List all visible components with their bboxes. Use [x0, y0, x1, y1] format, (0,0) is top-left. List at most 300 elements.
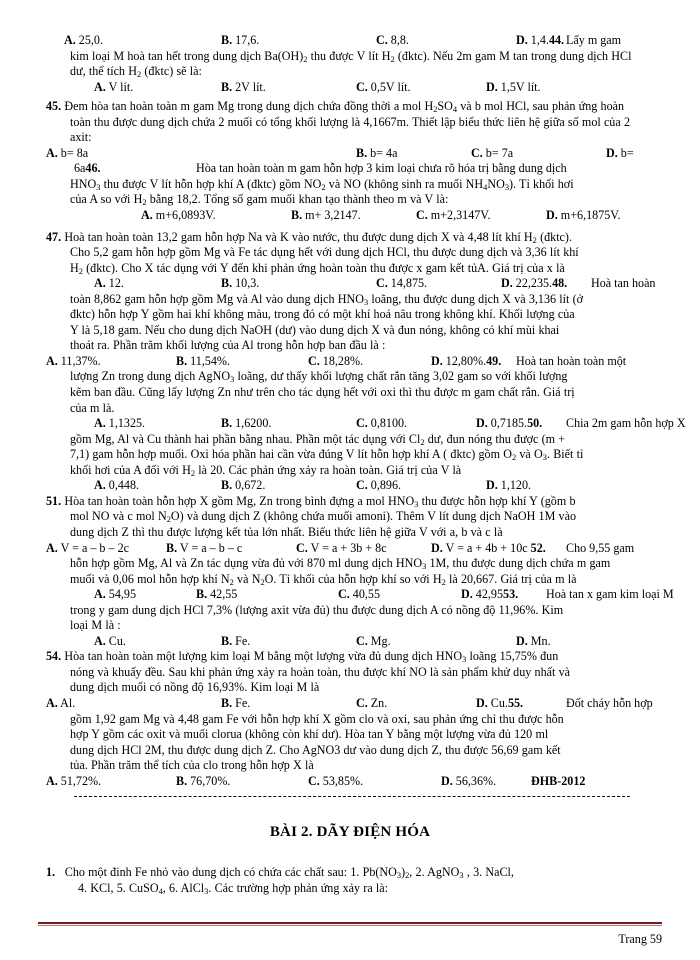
- question-47: [46, 230, 654, 246]
- answer-options-row: [46, 33, 654, 49]
- option-a-value: 25,0.: [78, 33, 103, 47]
- option-b-key: B.: [221, 276, 233, 291]
- question-number-47: 47.: [46, 229, 62, 244]
- option-a: [94, 478, 139, 494]
- question-number-51: 51.: [46, 493, 62, 508]
- b1-sub2: 2: [405, 871, 410, 881]
- option-c: [471, 146, 513, 162]
- option-d: [461, 587, 518, 603]
- q49-l2a: lượng Zn trong dung dịch AgNO: [70, 369, 231, 384]
- option-c-key: C.: [356, 695, 368, 710]
- b1-l1c: , 2. AgNO: [409, 865, 460, 880]
- q50-sub1: 2: [420, 437, 425, 447]
- b1-l2b: , 6. AlCl: [162, 880, 205, 895]
- option-b-key: B.: [291, 208, 303, 223]
- option-b: [196, 587, 237, 603]
- q46-sub4: 3: [504, 182, 509, 192]
- q50-sub4: 2: [190, 468, 196, 478]
- option-d: [486, 478, 531, 494]
- b1-l1d: , 3. NaCl,: [463, 865, 514, 880]
- option-c-key: C.: [356, 416, 368, 431]
- option-b-key: B.: [221, 33, 233, 47]
- option-a: [94, 416, 145, 432]
- option-a: [94, 80, 133, 96]
- option-c: [356, 416, 407, 432]
- answer-options-row-54: [46, 696, 654, 712]
- option-d-value: 1,4.: [530, 33, 549, 47]
- option-b-value: 76,70%.: [190, 773, 231, 788]
- question-55-line2: gồm 1,92 gam Mg và 4,48 gam Fe với hỗn hợp khí X gồm clo và oxi, sau phản ứng chỉ thu được hỗn: [70, 711, 564, 726]
- answer-options-row-45: [46, 146, 654, 162]
- q45-line1c: và b mol HCl, sau phản ứng hoàn: [457, 99, 625, 114]
- option-b-value: Fe.: [235, 695, 251, 710]
- question-44-stem: [46, 49, 654, 65]
- option-a-key: A.: [46, 773, 58, 788]
- option-d: [431, 354, 501, 370]
- question-number-52: 52.: [530, 540, 546, 555]
- answer-options-row-53: [46, 634, 654, 650]
- option-d-value: m+6,1875V.: [560, 208, 621, 223]
- option-c-value: 8,8.: [390, 33, 409, 47]
- option-b-key: B.: [196, 587, 208, 602]
- q48-l2b: loãng, thu được dung dịch X và 3,136 lít (ở: [368, 291, 583, 306]
- option-a-value: 0,448.: [108, 478, 140, 493]
- q46-l2c: và NO (không sinh ra muối NH: [325, 176, 484, 191]
- question-48-line3: đktc) hỗn hợp Y gồm hai khí không màu, trong đó có một khí hoá nâu trong không khí. Khối lượng của: [70, 307, 575, 322]
- question-48-line5: thoát ra. Phần trăm khối lượng của Al trong hỗn hợp ban đầu là :: [70, 338, 386, 353]
- footer-divider-line-bottom: [38, 925, 662, 926]
- option-a-key: A.: [141, 208, 153, 223]
- option-c: [308, 354, 363, 370]
- option-d: [476, 416, 542, 432]
- q52-sub4: 2: [441, 577, 446, 587]
- option-c-key: C.: [376, 276, 388, 291]
- q51-sub2: 2: [166, 515, 171, 525]
- option-d-value: Cu.: [490, 695, 508, 710]
- q46-sub2: 2: [321, 182, 326, 192]
- option-d-wrap-value: 6a: [74, 161, 86, 176]
- q47-l1b: (đktc).: [536, 229, 572, 244]
- q46-l2d: NO: [487, 176, 505, 191]
- option-a-value: Cu.: [108, 633, 126, 648]
- b1-l1a: Cho một đinh Fe nhỏ vào dung dịch có chứa các chất sau: 1. Pb(NO: [64, 865, 397, 880]
- option-b-value: m+ 3,2147.: [305, 208, 361, 223]
- spacer: [46, 841, 654, 865]
- option-b: [221, 416, 271, 432]
- question-number-55: 55.: [507, 695, 524, 710]
- q52-sub1: 3: [422, 561, 427, 571]
- question-55-line5: tủa. Phần trăm thể tích của clo trong hỗn hợp X là: [70, 758, 314, 773]
- option-d-key: D.: [501, 276, 513, 291]
- question-50-line4: [46, 463, 654, 479]
- option-a-key: A.: [46, 540, 58, 555]
- q44-sub1: 2: [303, 54, 308, 64]
- q44-line2b: thu được V lít H: [307, 48, 391, 63]
- option-c-value: b= 7a: [485, 145, 514, 160]
- option-d-value: 0,7185.: [490, 416, 528, 431]
- q52-line1: Cho 9,55 gam: [566, 540, 635, 555]
- question-52-line3: [46, 572, 654, 588]
- b1-l1b: ): [401, 865, 406, 880]
- q52-l3a: muối và 0,06 mol hỗn hợp khí N: [70, 571, 230, 586]
- option-b-key: B.: [221, 633, 233, 648]
- option-a: [141, 208, 215, 224]
- q44-sub2: 2: [390, 54, 395, 64]
- q45-line1a: Đem hòa tan hoàn toàn m gam Mg trong dung dịch chứa đồng thời a mol H: [64, 99, 434, 114]
- q49-l2b: loãng, dư thấy khối lượng chất rắn tăng 3,02 gam so với khối lượng: [234, 369, 568, 384]
- b1-sub1: 3: [396, 871, 402, 881]
- q51-l1b: thu được hỗn hợp khí Y (gồm b: [418, 493, 576, 508]
- question-48-line4: Y là 5,18 gam. Nếu cho dung dịch NaOH (dư) vào dung dịch X và đun nóng, không có khí mùi khai: [70, 322, 560, 337]
- option-b: [221, 80, 266, 96]
- question-number-54: 54.: [46, 649, 62, 664]
- option-a-value: Al.: [60, 695, 76, 710]
- q46-l3a: của A so với H: [70, 192, 143, 207]
- option-a: [46, 541, 129, 557]
- option-a: [94, 587, 136, 603]
- option-b-key: B.: [166, 540, 178, 555]
- question-number-1: 1.: [46, 865, 56, 880]
- option-d: [546, 208, 620, 224]
- q46-sub3: 4: [483, 182, 488, 192]
- option-d-key: D.: [431, 353, 443, 368]
- question-number-53: 53.: [503, 587, 519, 602]
- option-c-key: C.: [356, 478, 368, 493]
- question-51: [46, 494, 654, 510]
- option-a: [94, 276, 124, 292]
- option-a-key: A.: [46, 145, 58, 160]
- option-b: [176, 354, 230, 370]
- question-47-line2: Cho 5,2 gam hỗn hợp gồm Mg và Fe tác dụng hết với dung dịch HCl, thu được dung dịch và 3,36 lít khí: [70, 245, 579, 260]
- q48-line1: Hoà tan hoàn: [591, 276, 656, 291]
- question-54-line3: dung dịch muối có nồng độ 16,93%. Kim loại M là: [70, 680, 320, 695]
- q47-sub2: 2: [78, 266, 83, 276]
- option-c-key: C.: [416, 208, 428, 223]
- question-50-line2: [46, 432, 654, 448]
- question-45-line2: toàn thu được dung dịch chứa 2 muối có tổng khối lượng là 4,1667m. Thiết lập biểu thức liên hệ giữa số mol của 2: [70, 114, 630, 129]
- question-number-46: 46.: [85, 161, 101, 176]
- option-a-key: A.: [94, 79, 106, 94]
- option-c-value: 0,5V lít.: [370, 79, 411, 94]
- option-a-value: V lít.: [108, 79, 134, 94]
- question-number-44: 44.: [548, 33, 565, 47]
- option-b: [221, 696, 250, 712]
- option-b-value: b= 4a: [370, 145, 398, 160]
- option-c-value: Zn.: [370, 695, 388, 710]
- q46-l2b: thu được V lít hỗn hợp khí A (đktc) gồm NO: [100, 176, 322, 191]
- q48-sub1: 3: [363, 297, 369, 307]
- option-a: [64, 33, 103, 49]
- answer-options-row-51: [46, 541, 654, 557]
- option-a-value: 12.: [108, 276, 124, 291]
- option-d-value: b=: [620, 145, 634, 160]
- option-d-key: D.: [486, 478, 498, 493]
- q45-sub2: 4: [452, 105, 458, 115]
- option-c: [296, 541, 387, 557]
- option-a-value: 11,37%.: [60, 353, 101, 368]
- page-number: Trang 59: [618, 932, 662, 946]
- option-a-key: A.: [94, 587, 106, 602]
- option-b-value: 11,54%.: [190, 353, 230, 368]
- q44-line3b: (đktc) sẽ là:: [141, 64, 202, 79]
- answer-options-row-49: [46, 416, 686, 432]
- answer-options-row-52: [46, 587, 674, 603]
- q49-sub1: 3: [230, 375, 235, 385]
- q52-l3c: O. Tỉ khối của hỗn hợp khí so với H: [264, 571, 442, 586]
- option-d-key: D.: [516, 633, 528, 648]
- bai2-question-1: [46, 865, 654, 881]
- q46-sub1: 3: [96, 182, 101, 192]
- question-44-stem-cont: [46, 64, 654, 80]
- option-c-key: C.: [338, 587, 350, 602]
- source-tag-value: ĐHB-2012: [531, 773, 586, 788]
- source-tag: [531, 774, 585, 790]
- b1-sub4: 4: [158, 886, 163, 896]
- q51-l2b: O) và dung dịch Z (không chứa muối amoni). Thêm V lít dung dịch NaOH 1M vào: [170, 509, 577, 524]
- question-51-line3: dung dịch Z thì thu được lượng kết tủa lớn nhất. Biểu thức liên hệ giữa V với a, b và c là: [70, 524, 503, 539]
- question-53-line3: loại M là :: [70, 618, 121, 633]
- option-b-key: B.: [221, 695, 233, 710]
- q46-line1: Hòa tan hoàn toàn m gam hỗn hợp 3 kim loại chưa rõ hóa trị bằng dung dịch: [196, 161, 567, 176]
- option-c-key: C.: [308, 353, 320, 368]
- option-c: [356, 80, 411, 96]
- option-d: [606, 146, 634, 162]
- option-d-key: D.: [606, 145, 618, 160]
- q52-l3d: là 20,667. Giá trị của m là: [445, 571, 577, 586]
- option-a-value: m+6,0893V.: [155, 208, 216, 223]
- option-d-value: 12,80%.: [445, 353, 487, 368]
- q47-l1a: Hoà tan hoàn toàn 13,2 gam hỗn hợp Na và K vào nước, thu được dung dịch X và 4,48 lít khí H: [64, 229, 533, 244]
- question-number-45: 45.: [46, 99, 62, 114]
- option-c-value: 14,875.: [390, 276, 428, 291]
- option-b-key: B.: [176, 353, 188, 368]
- option-a: [94, 634, 126, 650]
- option-d-key: D.: [516, 33, 528, 47]
- option-b: [221, 276, 259, 292]
- q51-sub1: 3: [414, 499, 419, 509]
- option-b-key: B.: [356, 145, 368, 160]
- option-a: [46, 774, 101, 790]
- option-c-value: V = a + 3b + 8c: [310, 540, 387, 555]
- answer-options-row-46: [46, 208, 654, 224]
- option-d: [431, 541, 546, 557]
- q47-l3b: (đktc). Cho X tác dụng với Y đến khi phản ứng hoàn toàn thu được x gam kết tủA. Giá trị của x là: [82, 260, 565, 275]
- question-49-line4: của m là.: [70, 400, 115, 415]
- option-d-key: D.: [431, 540, 443, 555]
- option-c-value: 53,85%.: [322, 773, 364, 788]
- option-d: [516, 634, 551, 650]
- option-c-key: C.: [308, 773, 320, 788]
- option-d-value: Mn.: [530, 633, 551, 648]
- q52-sub2: 2: [229, 577, 234, 587]
- option-c: [308, 774, 363, 790]
- option-b: [166, 541, 242, 557]
- q52-sub3: 2: [260, 577, 265, 587]
- option-c: [376, 33, 409, 49]
- q46-l3b: bằng 18,2. Tổng số gam muối khan tạo thành theo m và V là:: [146, 192, 449, 207]
- option-a-key: A.: [94, 478, 106, 493]
- option-d-value: 22,235.: [515, 276, 553, 291]
- q50-line1: Chia 2m gam hỗn hợp X: [566, 416, 686, 431]
- option-b-key: B.: [221, 79, 233, 94]
- q50-sub2: 2: [511, 453, 517, 463]
- option-c-key: C.: [296, 540, 308, 555]
- question-47-line3: [46, 261, 654, 277]
- option-c: [356, 634, 391, 650]
- question-45-line3: axit:: [70, 130, 92, 145]
- answer-options-row-47: [46, 276, 654, 292]
- q44-stem-start: Lấy m gam: [566, 33, 622, 47]
- question-51-line2: [46, 509, 654, 525]
- q44-line2a: kim loại M hoà tan hết trong dung dịch Ba(OH): [70, 48, 304, 63]
- question-53-line2: trong y gam dung dịch HCl 7,3% (lượng axit vừa đủ) thu được dung dịch A có nồng độ 11,96%. Kim: [70, 602, 564, 617]
- option-c: [356, 478, 401, 494]
- option-d-value: 42,95: [475, 587, 504, 602]
- option-a-value: 51,72%.: [60, 773, 102, 788]
- q45-line1b: SO: [437, 99, 453, 114]
- question-55-line4: dung dịch HCl 2M, thu được dung dịch Z. Cho AgNO3 dư vào dung dịch Z, thu được 56,69 gam kết: [70, 742, 561, 757]
- option-d-key: D.: [476, 416, 488, 431]
- option-b-value: 1,6200.: [235, 416, 272, 431]
- q52-l2a: hỗn hợp gồm Mg, Al và Zn tác dụng vừa đủ với 870 ml dung dịch HNO: [70, 556, 423, 571]
- footer-divider: [38, 922, 662, 926]
- question-52-line2: [46, 556, 654, 572]
- answer-options-row-55: [46, 774, 654, 790]
- option-d-value: V = a + 4b + 10c: [445, 540, 528, 555]
- question-50-line3: [46, 447, 654, 463]
- option-d-value: 56,36%.: [455, 773, 497, 788]
- q47-sub1: 2: [532, 235, 537, 245]
- option-b-value: 10,3.: [235, 276, 260, 291]
- footer-divider-line-top: [38, 922, 662, 924]
- option-b-key: B.: [221, 416, 233, 431]
- q54-l1b: loãng 15,75% đun: [466, 649, 559, 664]
- question-45: [46, 99, 654, 115]
- option-b-key: B.: [176, 773, 188, 788]
- q46-l2a: HNO: [70, 176, 97, 191]
- q50-l2a: gồm Mg, Al và Cu thành hai phần bằng nhau. Phần một tác dụng với Cl: [70, 431, 421, 446]
- q51-l2a: mol NO và c mol N: [70, 509, 167, 524]
- q44-line3a: dư, thể tích H: [70, 64, 137, 79]
- option-b-value: 42,55: [210, 587, 238, 602]
- option-d-key: D.: [546, 208, 558, 223]
- option-b: [356, 146, 397, 162]
- option-d-key: D.: [441, 773, 453, 788]
- option-c: [376, 276, 427, 292]
- option-a-key: A.: [46, 353, 58, 368]
- bai2-question-1-line2: [46, 881, 654, 897]
- option-b-key: B.: [221, 478, 233, 493]
- option-d-wrap: [74, 161, 101, 177]
- option-d: [516, 33, 564, 49]
- q47-l3a: H: [70, 260, 79, 275]
- option-a-value: V = a – b – 2c: [60, 540, 129, 555]
- question-number-50: 50.: [527, 416, 543, 431]
- option-b-value: Fe.: [235, 633, 251, 648]
- q50-sub3: 3: [542, 453, 547, 463]
- option-a-key: A.: [46, 695, 58, 710]
- question-46-head: [46, 161, 654, 177]
- option-c: [338, 587, 380, 603]
- answer-options-row-50: [46, 478, 654, 494]
- section-divider: [74, 796, 630, 797]
- answer-options-row-44: [46, 80, 654, 96]
- option-d: [501, 276, 567, 292]
- question-48-line2: [46, 292, 654, 308]
- question-number-49: 49.: [486, 353, 502, 368]
- q44-sub3: 2: [136, 69, 142, 79]
- option-c: [416, 208, 490, 224]
- option-c-value: m+2,3147V.: [430, 208, 491, 223]
- question-55-line3: hợp Y gồm các oxit và muối clorua (không còn khí dư). Hòa tan Y bằng một lượng vừa đủ 120 ml: [70, 727, 549, 742]
- option-d: [476, 696, 523, 712]
- b1-sub3: 3: [459, 871, 464, 881]
- option-b: [221, 634, 250, 650]
- question-number-48: 48.: [552, 276, 568, 291]
- option-c-value: Mg.: [370, 633, 391, 648]
- q49-line1: Hoà tan hoàn toàn một: [516, 353, 627, 368]
- option-c-key: C.: [356, 79, 368, 94]
- q51-l1a: Hòa tan hoàn toàn hỗn hợp X gồm Mg, Zn trong bình đựng a mol HNO: [64, 493, 415, 508]
- option-c-value: 18,28%.: [322, 353, 364, 368]
- option-c-value: 40,55: [352, 587, 381, 602]
- q46-sub5: 2: [142, 198, 147, 208]
- option-d: [441, 774, 496, 790]
- b1-l2a: 4. KCl, 5. CuSO: [78, 880, 159, 895]
- option-b: [221, 478, 265, 494]
- option-d-key: D.: [461, 587, 473, 602]
- option-c-key: C.: [471, 145, 483, 160]
- option-d-key: D.: [486, 79, 498, 94]
- option-a-value: b= 8a: [60, 145, 89, 160]
- q52-l3b: và N: [233, 571, 261, 586]
- option-c-key: C.: [376, 33, 388, 47]
- option-b: [176, 774, 230, 790]
- q44-line2c: (đktc). Nếu 2m gam M tan trong dung dịch HCl: [394, 48, 632, 63]
- option-b-value: 0,672.: [235, 478, 266, 493]
- question-54: [46, 649, 654, 665]
- q45-sub1: 2: [433, 105, 438, 115]
- option-b-value: 2V lít.: [235, 79, 266, 94]
- q50-l4b: là 20. Các phản ứng xảy ra hoàn toàn. Giá trị của V là: [195, 462, 462, 477]
- question-49-line2: [46, 369, 654, 385]
- option-b: [221, 33, 259, 49]
- option-d-key: D.: [476, 695, 488, 710]
- q50-l3a: 7,1) gam hỗn hợp muối. Oxi hóa phần hai cần vừa đúng V lít hỗn hợp khí A ( đktc) gồm O: [70, 447, 512, 462]
- q53-line1: Hoà tan x gam kim loại M: [546, 587, 674, 602]
- q54-sub1: 3: [462, 655, 467, 665]
- q54-l1a: Hòa tan hoàn toàn một lượng kim loại M bằng một lượng vừa đủ dung dịch HNO: [64, 649, 463, 664]
- q50-l2b: dư, đun nóng thu được (m +: [424, 431, 566, 446]
- question-49-line3: kẽm ban đầu. Cũng lấy lượng Zn như trên cho tác dụng hết với oxi thì thu được m gam chất rắn. Giá trị: [70, 385, 575, 400]
- q50-l3c: . Biết tỉ: [546, 447, 584, 462]
- b1-sub5: 3: [204, 886, 209, 896]
- option-a-value: 1,1325.: [108, 416, 146, 431]
- option-a: [46, 696, 75, 712]
- question-54-line2: nóng và khuấy đều. Sau khi phản ứng xảy ra hoàn toàn, thu được khí NO là sản phẩm khử duy nhất và: [70, 664, 571, 679]
- option-a-key: A.: [64, 33, 76, 47]
- option-d-value: 1,5V lít.: [500, 79, 541, 94]
- option-a: [46, 146, 88, 162]
- q50-l4a: khối hơi của A đối với H: [70, 462, 191, 477]
- page-content: [46, 33, 686, 896]
- section-heading: BÀI 2. DÃY ĐIỆN HÓA: [269, 824, 431, 841]
- question-46-line3: [46, 192, 654, 208]
- answer-options-row-48: [46, 354, 654, 370]
- question-46-line2: [46, 177, 654, 193]
- option-b: [291, 208, 361, 224]
- option-b-value: 17,6.: [235, 33, 260, 47]
